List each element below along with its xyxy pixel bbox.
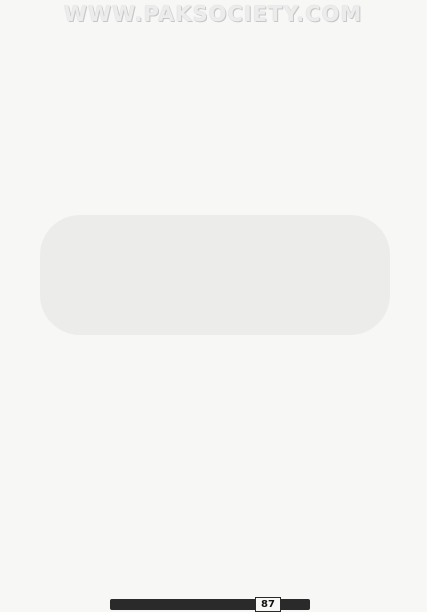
text-line <box>223 559 413 571</box>
text-line <box>14 264 204 276</box>
text-line <box>14 559 204 571</box>
text-line <box>14 429 204 441</box>
text-line <box>14 122 204 134</box>
text-line <box>14 111 204 123</box>
text-line <box>14 158 204 170</box>
text-line <box>14 512 204 524</box>
text-line <box>14 299 204 311</box>
text-line <box>14 394 204 406</box>
text-line <box>14 323 204 335</box>
text-line <box>223 382 413 394</box>
text-line <box>223 193 413 205</box>
text-line <box>14 52 204 64</box>
text-line <box>14 99 204 111</box>
text-line <box>223 111 413 123</box>
text-line <box>14 358 204 370</box>
text-line <box>14 134 204 146</box>
text-line <box>223 158 413 170</box>
text-line <box>223 417 413 429</box>
text-line <box>14 63 204 75</box>
text-line <box>14 87 204 99</box>
text-line <box>14 75 204 87</box>
text-line <box>223 229 413 241</box>
page-number: 87 <box>255 597 281 612</box>
text-line <box>223 181 413 193</box>
text-line <box>223 40 413 52</box>
left-text-column <box>14 28 204 582</box>
text-line <box>14 382 204 394</box>
right-text-column <box>223 28 413 594</box>
text-line <box>223 205 413 217</box>
text-line <box>223 28 413 40</box>
text-line <box>223 464 413 476</box>
text-line <box>14 193 204 205</box>
text-line <box>14 181 204 193</box>
text-line <box>14 571 204 583</box>
text-line <box>14 464 204 476</box>
text-line <box>223 217 413 229</box>
text-line <box>223 134 413 146</box>
text-line <box>14 240 204 252</box>
text-line <box>14 535 204 547</box>
text-line <box>14 288 204 300</box>
text-line <box>14 441 204 453</box>
text-line <box>223 99 413 111</box>
text-line <box>223 488 413 500</box>
text-line <box>223 52 413 64</box>
text-line <box>14 406 204 418</box>
text-line <box>14 28 204 40</box>
text-line <box>223 264 413 276</box>
text-line <box>14 488 204 500</box>
text-line <box>223 63 413 75</box>
text-line <box>14 476 204 488</box>
text-line <box>14 170 204 182</box>
text-line <box>14 370 204 382</box>
text-line <box>223 370 413 382</box>
text-line <box>223 252 413 264</box>
text-line <box>223 347 413 359</box>
text-line <box>223 512 413 524</box>
page-footer <box>0 595 427 612</box>
text-line <box>223 299 413 311</box>
text-line <box>223 358 413 370</box>
text-line <box>223 441 413 453</box>
text-line <box>223 535 413 547</box>
text-line <box>223 323 413 335</box>
text-line <box>223 87 413 99</box>
text-line <box>223 122 413 134</box>
text-line <box>14 217 204 229</box>
text-line <box>223 311 413 323</box>
text-line <box>223 571 413 583</box>
text-line <box>14 40 204 52</box>
text-line <box>14 205 204 217</box>
text-line <box>14 523 204 535</box>
text-line <box>223 547 413 559</box>
text-line <box>223 276 413 288</box>
text-line <box>14 311 204 323</box>
text-line <box>14 335 204 347</box>
text-line <box>223 394 413 406</box>
text-line <box>223 453 413 465</box>
text-line <box>14 453 204 465</box>
text-line <box>223 476 413 488</box>
text-line <box>14 146 204 158</box>
text-line <box>14 417 204 429</box>
text-line <box>223 240 413 252</box>
text-line <box>223 335 413 347</box>
text-line <box>14 276 204 288</box>
text-line <box>223 429 413 441</box>
text-line <box>223 523 413 535</box>
text-line <box>223 75 413 87</box>
text-line <box>14 252 204 264</box>
text-line <box>223 582 413 594</box>
site-banner: WWW.PAKSOCIETY.COM <box>63 2 363 26</box>
text-line <box>223 288 413 300</box>
text-line <box>14 347 204 359</box>
text-line <box>14 229 204 241</box>
text-line <box>223 146 413 158</box>
text-line <box>223 406 413 418</box>
text-line <box>223 500 413 512</box>
text-line <box>14 500 204 512</box>
text-line <box>223 170 413 182</box>
text-line <box>14 547 204 559</box>
